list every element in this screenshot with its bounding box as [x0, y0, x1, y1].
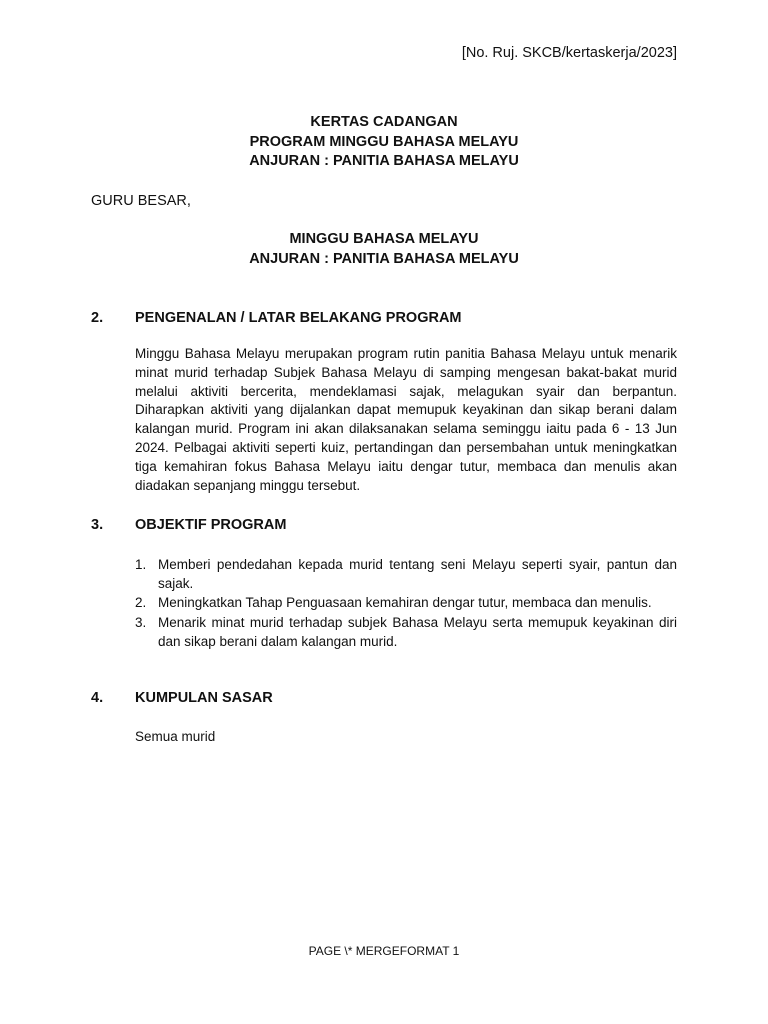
- section-number: 2.: [91, 310, 104, 326]
- section-title: OBJEKTIF PROGRAM: [135, 517, 287, 533]
- list-item-text: Meningkatkan Tahap Penguasaan kemahiran dengar tutur, membaca dan menulis.: [158, 595, 652, 611]
- list-item: [135, 555, 677, 593]
- list-item-number: 3.: [135, 614, 147, 630]
- document-title: [0, 113, 768, 172]
- list-item: [135, 613, 677, 651]
- reference-number: [No. Ruj. SKCB/kertaskerja/2023]: [461, 45, 677, 61]
- section-title: KUMPULAN SASAR: [135, 690, 273, 706]
- list-item-text: Memberi pendedahan kepada murid tentang seni Melayu seperti syair, pantun dan sajak.: [158, 557, 677, 592]
- list-item-text: Menarik minat murid terhadap subjek Bahasa Melayu serta memupuk keyakinan diri dan sikap berani dalam kalangan murid.: [158, 614, 677, 649]
- title-line: ANJURAN : PANITIA BAHASA MELAYU: [249, 153, 519, 169]
- section-4-text: Semua murid: [135, 729, 216, 744]
- subject-line: MINGGU BAHASA MELAYU: [289, 231, 479, 247]
- section-2-paragraph: Minggu Bahasa Melayu merupakan program rutin panitia Bahasa Melayu untuk menarik minat murid terhadap Subjek Bahasa Melayu di samping mengesan bakat-bakat murid melalui aktiviti bercerita, mendeklamasi sajak, melagukan syair dan berpantun. Diharapkan aktiviti yang dijalankan dapat memupuk keyakinan dan sikap berani dalam kalangan murid. Program ini akan dilaksanakan selama seminggu iaitu pada 6 - 13 Jun 2024. Pelbagai aktiviti seperti kuiz, pertandingan dan persembahan untuk meningkatkan tiga kemahiran fokus Bahasa Melayu iaitu dengar tutur, membaca dan menulis akan diadakan sepanjang minggu tersebut.: [135, 346, 677, 493]
- section-title: PENGENALAN / LATAR BELAKANG PROGRAM: [135, 310, 462, 326]
- title-line: KERTAS CADANGAN: [310, 114, 458, 130]
- section-number: 3.: [91, 517, 104, 533]
- list-item: [135, 593, 677, 612]
- objectives-list: [135, 555, 677, 651]
- section-number: 4.: [91, 690, 104, 706]
- subject-heading: [0, 230, 768, 269]
- page-footer: PAGE \* MERGEFORMAT 1: [308, 944, 460, 958]
- list-item-number: 1.: [135, 557, 147, 572]
- subject-line: ANJURAN : PANITIA BAHASA MELAYU: [249, 250, 519, 267]
- addressee: GURU BESAR,: [91, 193, 191, 209]
- title-line: PROGRAM MINGGU BAHASA MELAYU: [249, 133, 519, 150]
- list-item-number: 2.: [135, 595, 147, 611]
